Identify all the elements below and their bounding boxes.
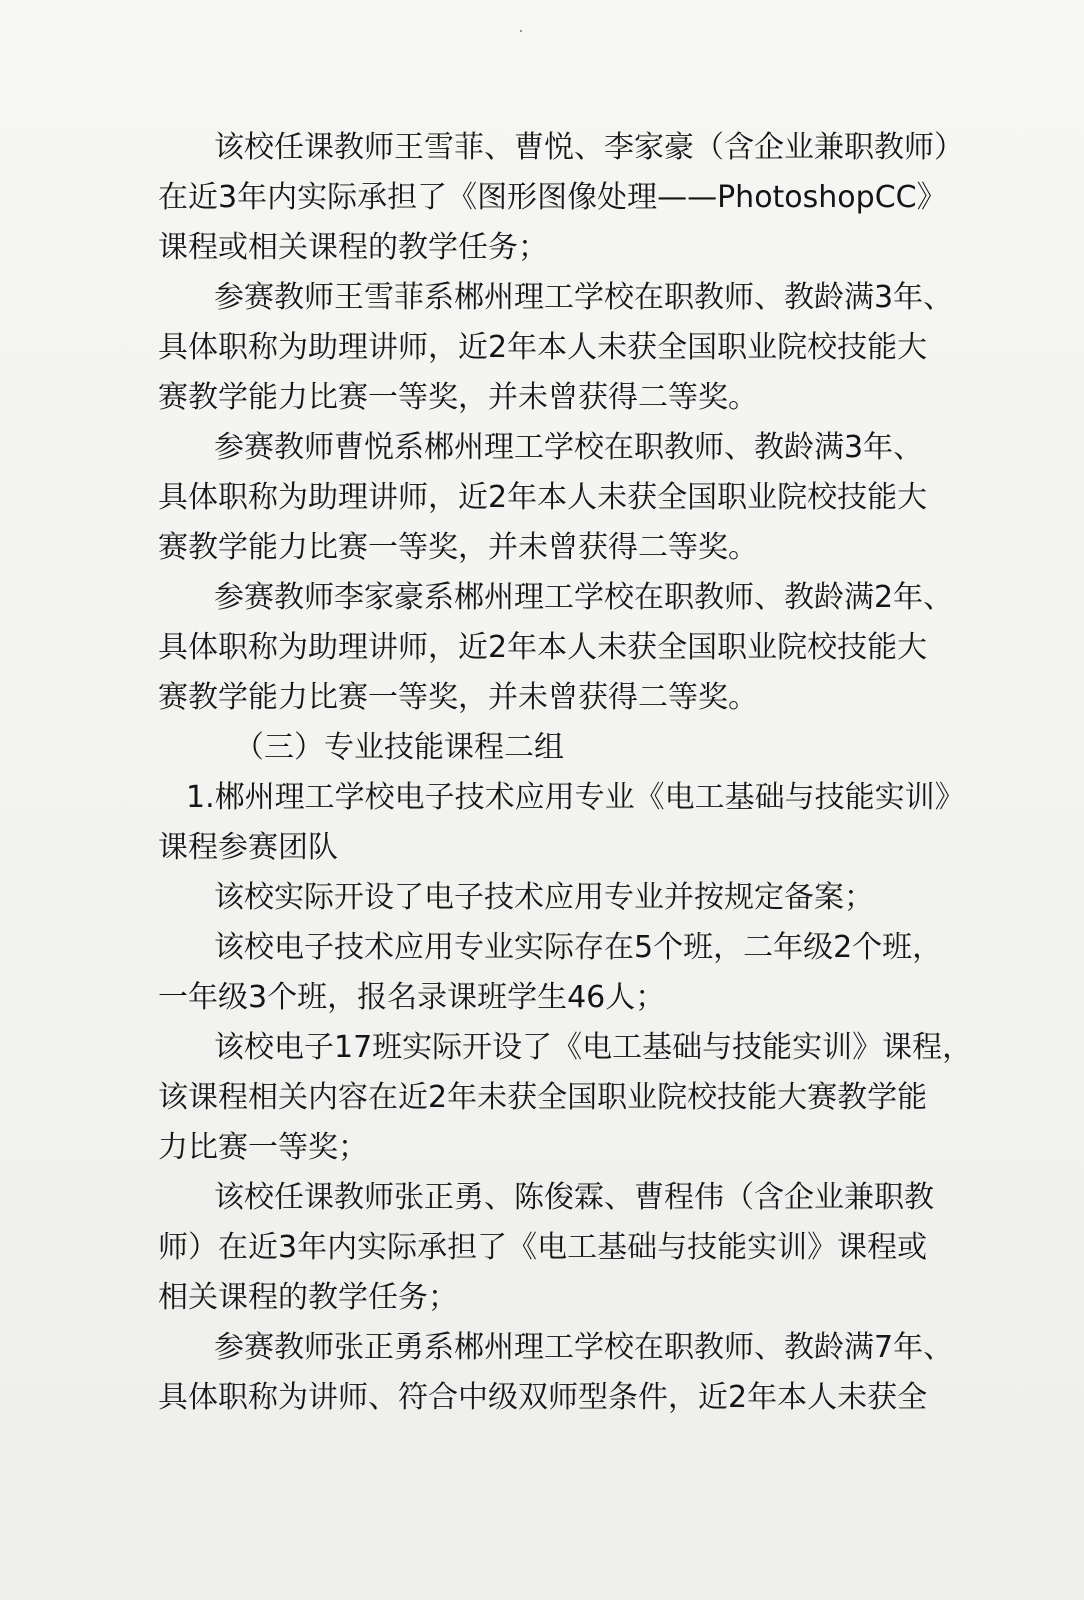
text-line-18: 一年级3个班，报名录课班学生46人；	[158, 980, 666, 1015]
text-line-26: 具体职称为讲师、符合中级双师型条件，近2年本人未获全	[158, 1380, 928, 1415]
text-line-5: 具体职称为助理讲师，近2年本人未获全国职业院校技能大	[158, 330, 928, 365]
text-line-9: 赛教学能力比赛一等奖，并未曾获得二等奖。	[158, 530, 758, 565]
text-line-10: 参赛教师李家豪系郴州理工学校在职教师、教龄满2年、	[214, 580, 954, 615]
text-line-17: 该校电子技术应用专业实际存在5个班，二年级2个班，	[214, 930, 943, 965]
text-line-21: 力比赛一等奖；	[158, 1130, 368, 1165]
text-line-19: 该校电子17班实际开设了《电工基础与技能实训》课程，	[214, 1030, 973, 1065]
text-line-25: 参赛教师张正勇系郴州理工学校在职教师、教龄满7年、	[214, 1330, 954, 1365]
text-line-16: 该校实际开设了电子技术应用专业并按规定备案；	[214, 880, 874, 915]
text-line-23: 师）在近3年内实际承担了《电工基础与技能实训》课程或	[158, 1230, 928, 1265]
text-line-2: 在近3年内实际承担了《图形图像处理——PhotoshopCC》	[158, 180, 947, 215]
text-line-15: 课程参赛团队	[158, 830, 338, 865]
text-line-1: 该校任课教师王雪菲、曹悦、李家豪（含企业兼职教师）	[214, 130, 964, 165]
text-line-11: 具体职称为助理讲师，近2年本人未获全国职业院校技能大	[158, 630, 928, 665]
text-line-20: 该课程相关内容在近2年未获全国职业院校技能大赛教学能	[158, 1080, 928, 1115]
text-line-8: 具体职称为助理讲师，近2年本人未获全国职业院校技能大	[158, 480, 928, 515]
text-line-3: 课程或相关课程的教学任务；	[158, 230, 548, 265]
text-line-24: 相关课程的教学任务；	[158, 1280, 458, 1315]
section-heading-3: （三）专业技能课程二组	[234, 730, 564, 765]
text-line-12: 赛教学能力比赛一等奖，并未曾获得二等奖。	[158, 680, 758, 715]
text-line-6: 赛教学能力比赛一等奖，并未曾获得二等奖。	[158, 380, 758, 415]
text-line-22: 该校任课教师张正勇、陈俊霖、曹程伟（含企业兼职教	[214, 1180, 934, 1215]
text-line-4: 参赛教师王雪菲系郴州理工学校在职教师、教龄满3年、	[214, 280, 954, 315]
text-line-7: 参赛教师曹悦系郴州理工学校在职教师、教龄满3年、	[214, 430, 924, 465]
item-heading-1: 1.郴州理工学校电子技术应用专业《电工基础与技能实训》	[186, 780, 965, 815]
